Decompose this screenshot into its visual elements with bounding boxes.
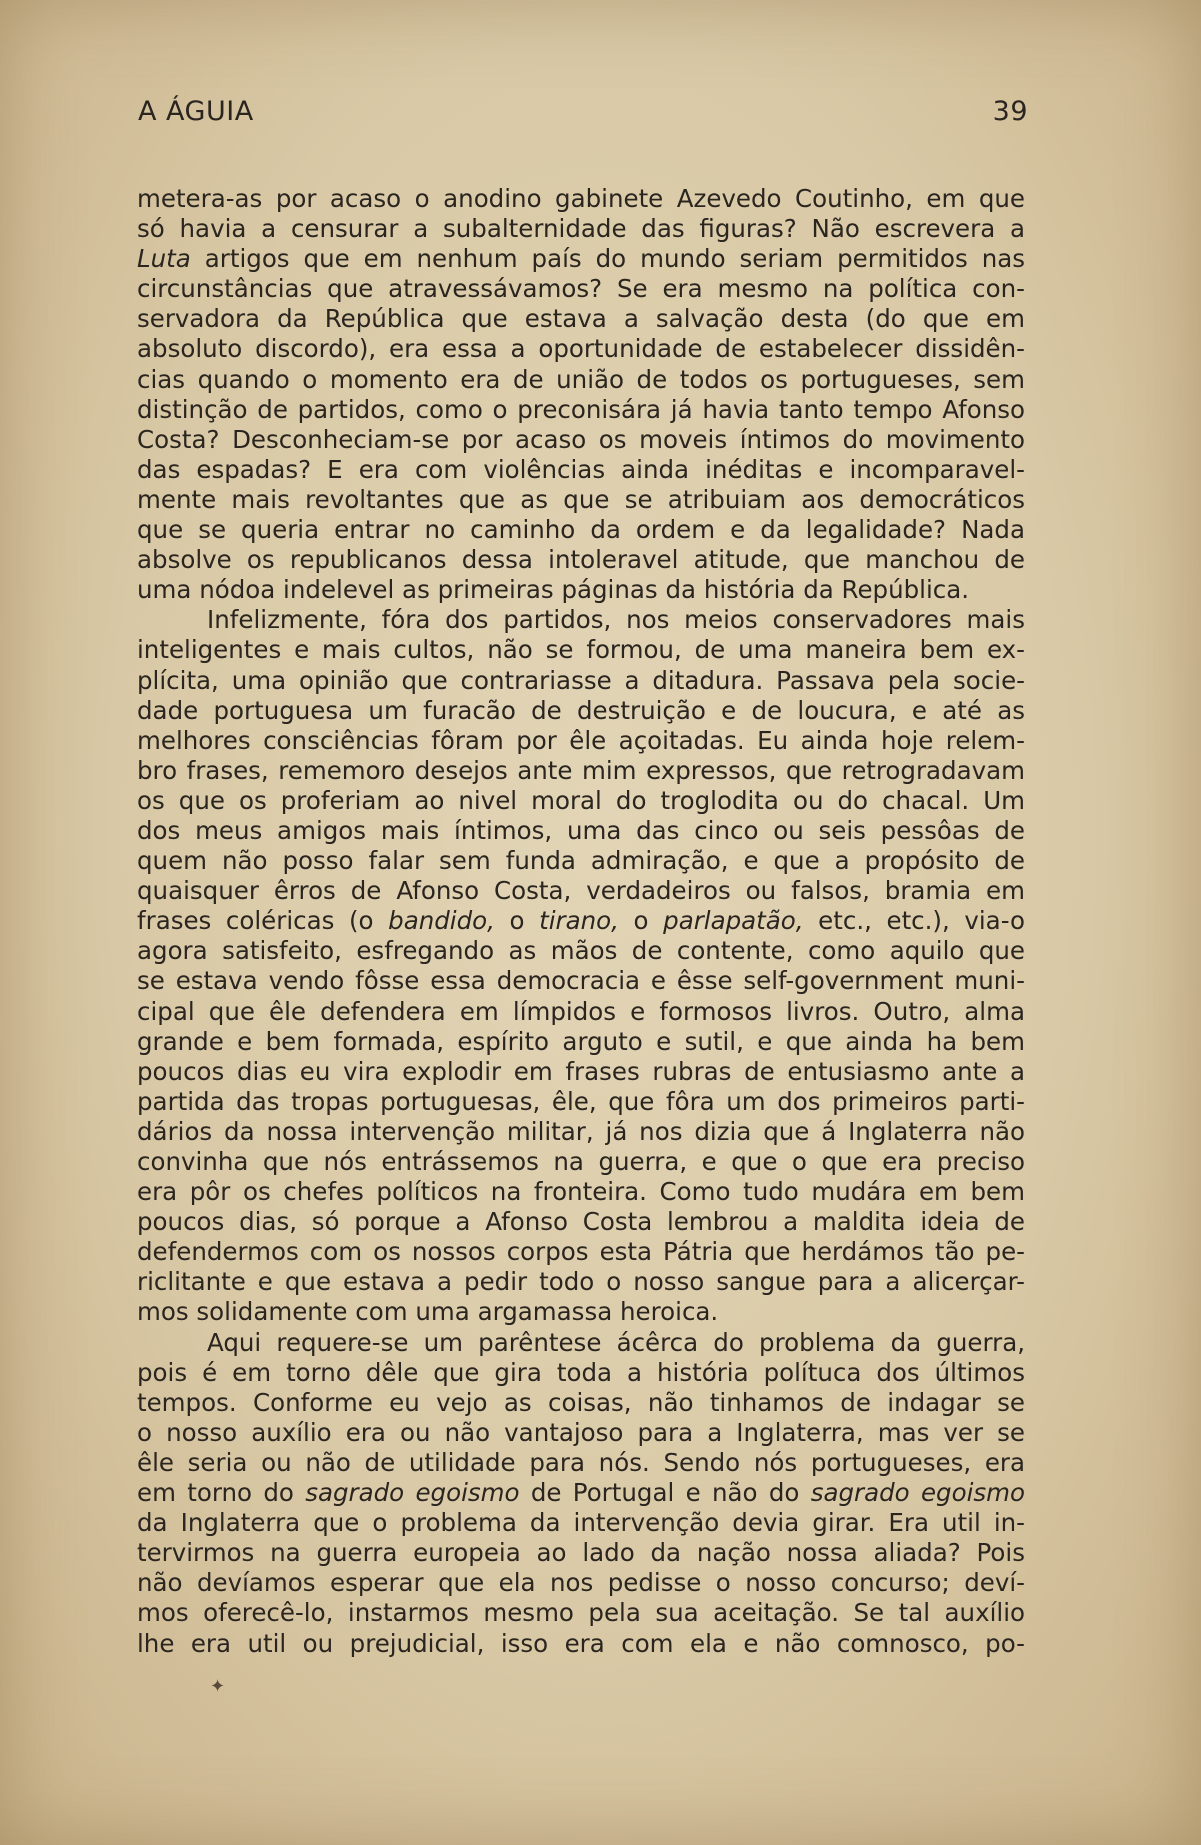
text-segment: bro frases, rememoro desejos ante mim expressos, que retrogradavam [137, 755, 1025, 785]
text-line [137, 1388, 1025, 1418]
text-line [137, 1598, 1025, 1628]
text-segment: da Inglaterra que o problema da intervenção devia girar. Era util in- [137, 1508, 1025, 1538]
text-segment: circunstâncias que atravessávamos? Se era mesmo na política con- [137, 274, 1025, 304]
body-text [137, 184, 1025, 1659]
text-segment: plícita, uma opinião que contrariasse a ditadura. Passava pela socie- [137, 665, 1025, 695]
italic-text: parlapatão, [663, 906, 804, 936]
text-line [137, 786, 1025, 816]
text-segment: agora satisfeito, esfregando as mãos de contente, como aquilo que [137, 936, 1025, 966]
text-segment: quaisquer êrros de Afonso Costa, verdadeiros ou falsos, bramia em [137, 876, 1025, 906]
text-segment: Costa? Desconheciam-se por acaso os moveis íntimos do movimento [137, 424, 1025, 454]
text-segment: poucos dias eu vira explodir em frases rubras de entusiasmo ante a [137, 1056, 1025, 1086]
page-number: 39 [992, 96, 1028, 127]
text-segment: quem não posso falar sem funda admiração, e que a propósito de [137, 846, 1025, 876]
text-line [137, 1267, 1025, 1297]
text-line [137, 1418, 1025, 1448]
text-segment: dade portuguesa um furacão de destruição e de loucura, e até as [137, 695, 1025, 725]
text-line [137, 635, 1025, 665]
text-segment: não devíamos esperar que ela nos pedisse o nosso concurso; deví- [137, 1568, 1025, 1598]
italic-text: bandido, [388, 906, 495, 936]
text-line [137, 846, 1025, 876]
text-line [137, 906, 1025, 936]
text-segment: cias quando o momento era de união de todos os portugueses, sem [137, 364, 1025, 394]
text-segment: dos meus amigos mais íntimos, uma das cinco ou seis pessôas de [137, 815, 1025, 845]
text-segment: tervirmos na guerra europeia ao lado da nação nossa aliada? Pois [137, 1538, 1025, 1568]
text-line [137, 1358, 1025, 1388]
italic-text: Luta [137, 244, 191, 274]
text-line [137, 696, 1025, 726]
italic-text: sagrado egoismo [305, 1478, 520, 1508]
text-line [137, 214, 1025, 244]
text-segment: que se queria entrar no caminho da ordem e da legalidade? Nada [137, 515, 1025, 545]
text-segment: mente mais revoltantes que as que se atribuiam aos democráticos [137, 484, 1025, 514]
text-segment: poucos dias, só porque a Afonso Costa lembrou a maldita ideia de [137, 1207, 1025, 1237]
text-segment: êle seria ou não de utilidade para nós. Sendo nós portugueses, era [137, 1447, 1025, 1477]
text-segment: convinha que nós entrássemos na guerra, e que o que era preciso [137, 1147, 1025, 1176]
text-segment: grande e bem formada, espírito arguto e sutil, e que ainda ha bem [137, 1026, 1025, 1056]
text-line [137, 1448, 1025, 1478]
text-line [137, 184, 1025, 214]
text-line [137, 244, 1025, 274]
text-line [137, 515, 1025, 545]
text-segment: artigos que em nenhum país do mundo seriam permitidos nas [190, 244, 1025, 274]
text-segment: mos oferecê-lo, instarmos mesmo pela sua aceitação. Se tal auxílio [137, 1598, 1025, 1628]
text-segment: em torno do [137, 1478, 306, 1508]
text-segment: frases coléricas (o [137, 906, 389, 936]
text-line [137, 816, 1025, 846]
text-line [137, 1568, 1025, 1598]
text-segment: melhores consciências fôram por êle açoitadas. Eu ainda hoje relem- [137, 725, 1025, 755]
text-line [137, 1177, 1025, 1207]
text-line [137, 485, 1025, 515]
text-segment: uma nódoa indelevel as primeiras páginas da história da República. [137, 575, 970, 605]
text-line [137, 605, 1025, 635]
text-line [137, 1237, 1025, 1267]
text-line [137, 334, 1025, 364]
text-segment: Infelizmente, fóra dos partidos, nos meios conservadores mais [207, 605, 1025, 635]
text-line [137, 726, 1025, 756]
running-header [138, 96, 1028, 127]
italic-text: sagrado egoismo [810, 1478, 1026, 1508]
text-segment: pois é em torno dêle que gira toda a história polítuca dos últimos [137, 1357, 1025, 1387]
text-segment: absoluto discordo), era essa a oportunidade de estabelecer dissidên- [137, 334, 1025, 364]
text-segment: cipal que êle defendera em límpidos e formosos livros. Outro, alma [137, 996, 1025, 1026]
text-segment: Aqui requere-se um parêntese ácêrca do problema da guerra, [207, 1327, 1025, 1357]
text-line [137, 936, 1025, 966]
text-line [137, 455, 1025, 485]
text-segment: era pôr os chefes políticos na fronteira. Como tudo mudára em bem [137, 1177, 1025, 1207]
text-line [137, 575, 1025, 605]
text-line [137, 1629, 1025, 1659]
text-line [137, 545, 1025, 575]
text-line [137, 1057, 1025, 1087]
text-line [137, 1087, 1025, 1117]
text-line [137, 365, 1025, 395]
text-segment: etc., etc.), via-o [803, 906, 1025, 936]
text-line [137, 1508, 1025, 1538]
text-line [137, 1027, 1025, 1057]
text-line [137, 966, 1025, 996]
text-segment: só havia a censurar a subalternidade das figuras? Não escrevera a [137, 214, 1025, 244]
journal-title: A ÁGUIA [138, 96, 254, 127]
text-segment: absolve os republicanos dessa intoleravel atitude, que manchou de [137, 545, 1025, 575]
text-line [137, 1207, 1025, 1237]
text-line [137, 756, 1025, 786]
text-segment: dários da nossa intervenção militar, já nos dizia que á Inglaterra não [137, 1116, 1025, 1146]
text-segment: das espadas? E era com violências ainda inéditas e incomparavel- [137, 454, 1025, 484]
ink-speck: ✦ [210, 1676, 226, 1697]
text-segment: tempos. Conforme eu vejo as coisas, não tinhamos de indagar se [137, 1387, 1025, 1417]
text-line [137, 1538, 1025, 1568]
text-line [137, 1297, 1025, 1327]
text-segment: lhe era util ou prejudicial, isso era com ela e não comnosco, po- [137, 1628, 1025, 1658]
text-segment: de Portugal e não do [519, 1478, 811, 1508]
text-line [137, 304, 1025, 334]
text-segment: o nosso auxílio era ou não vantajoso para a Inglaterra, mas ver se [137, 1417, 1025, 1447]
text-line [137, 876, 1025, 906]
text-segment: distinção de partidos, como o preconisára já havia tanto tempo Afonso [137, 394, 1025, 424]
text-line [137, 1328, 1025, 1358]
text-line [137, 425, 1025, 455]
text-line [137, 666, 1025, 696]
text-segment: o [618, 906, 664, 936]
text-segment: mos solidamente com uma argamassa heroica. [137, 1297, 719, 1327]
text-line [137, 1147, 1025, 1177]
text-line [137, 1117, 1025, 1147]
text-line [137, 395, 1025, 425]
text-line [137, 1478, 1025, 1508]
text-segment: servadora da República que estava a salvação desta (do que em [137, 304, 1025, 334]
text-line [137, 274, 1025, 304]
text-segment: os que os proferiam ao nivel moral do troglodita ou do chacal. Um [137, 785, 1025, 815]
text-segment: partida das tropas portuguesas, êle, que fôra um dos primeiros parti- [137, 1086, 1025, 1116]
text-segment: inteligentes e mais cultos, não se formou, de uma maneira bem ex- [137, 635, 1025, 665]
text-line [137, 997, 1025, 1027]
text-segment: metera-as por acaso o anodino gabinete Azevedo Coutinho, em que [137, 184, 1025, 213]
text-segment: o [494, 906, 540, 936]
text-segment: defendermos com os nossos corpos esta Pátria que herdámos tão pe- [137, 1237, 1025, 1267]
text-segment: riclitante e que estava a pedir todo o nosso sangue para a alicerçar- [137, 1267, 1025, 1297]
text-segment: se estava vendo fôsse essa democracia e êsse self-government muni- [137, 966, 1025, 996]
italic-text: tirano, [539, 906, 619, 936]
